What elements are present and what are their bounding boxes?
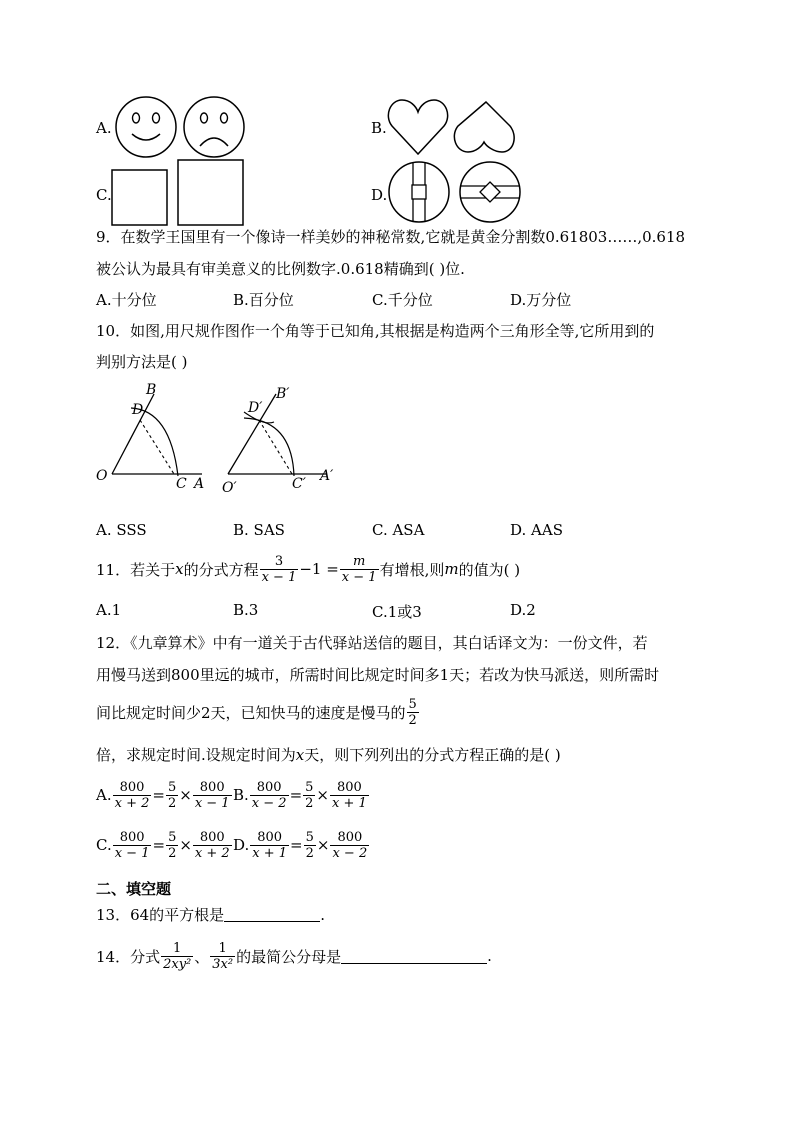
q12-stem-line4: [96, 744, 561, 765]
q8-option-d-label: D.: [371, 186, 388, 204]
q12-option-a-label: A.: [96, 786, 112, 804]
label-a: A: [194, 476, 205, 492]
label-b-prime: B′: [276, 386, 290, 402]
q8-option-d-coins: [386, 158, 526, 228]
label-a-prime: A′: [320, 468, 334, 484]
q8-option-c-label: C.: [96, 186, 112, 204]
q11-fraction-2: $\frac{m}{x - 1}$: [341, 553, 377, 585]
q14-answer-blank[interactable]: [341, 949, 487, 964]
label-b: B: [146, 382, 157, 398]
q12-option-b: [233, 775, 370, 815]
q8-option-c-squares: [110, 158, 250, 228]
sad-face-icon: [184, 97, 244, 157]
q11-option-a: A.1: [96, 601, 122, 619]
q12-d-coef-fraction: $\frac{5}{2}$: [305, 829, 314, 861]
equals-sign: =: [152, 836, 166, 854]
q10-option-b: B. SAS: [233, 521, 285, 539]
q12-var-x: x: [295, 745, 305, 764]
q12-stem-line1: 12．《九章算术》中有一道关于古代驿站送信的题目，其白话译文为：一份文件，若: [96, 634, 648, 652]
q10-angle-a-prime-o-prime-b-prime: [222, 386, 334, 496]
q12-c-left-fraction: $\frac{800}{x - 1}$: [114, 829, 150, 861]
q8-option-b-label: B.: [371, 119, 387, 137]
q12-a-left-fraction: $\frac{800}{x + 2}$: [114, 779, 150, 811]
q10-stem-line1: 10．如图,用尺规作图作一个角等于已知角,其根据是构造两个三角形全等,它所用到的: [96, 322, 655, 340]
q9-option-c: C.千分位: [372, 291, 433, 309]
q12-stem-line3: [96, 691, 420, 733]
label-d-prime: D′: [248, 400, 263, 416]
q14-text-suffix: 的最简公分母是: [236, 947, 342, 966]
rotated-heart-icon: [454, 102, 514, 152]
q10-option-a: A. SSS: [96, 521, 147, 539]
q8-option-b-hearts: [386, 96, 518, 160]
q14-fraction-2: $\frac{1}{\text{3x²}}$: [212, 940, 234, 972]
q11-text-suffix-b: 的值为( ): [458, 560, 521, 579]
q12-option-a: [96, 775, 233, 815]
q12-option-d-label: D.: [233, 836, 250, 854]
equals-sign: =: [290, 836, 303, 854]
q8-option-a-faces: [110, 94, 250, 164]
q11-var-m: m: [444, 560, 459, 578]
q11-stem: [96, 549, 520, 589]
q11-text-suffix-a: 有增根,则: [379, 560, 445, 579]
q12-a-right-fraction: $\frac{800}{x - 1}$: [194, 779, 230, 811]
q10-option-d: D. AAS: [510, 521, 563, 539]
q9-stem-line2: 被公认为最具有审美意义的比例数字.0.618精确到( )位.: [96, 260, 465, 278]
q9-stem-line1: 9．在数学王国里有一个像诗一样美妙的神秘常数,它就是黄金分割数0.61803……,0.618: [96, 228, 686, 246]
q12-option-b-label: B.: [233, 786, 249, 804]
q11-text-mid: 的分式方程: [183, 560, 259, 579]
label-c: C: [176, 476, 187, 492]
equals-sign: =: [152, 786, 165, 804]
q12-d-left-fraction: $\frac{800}{x + 1}$: [252, 829, 288, 861]
q12-line4-text-b: 天，则下列列出的分式方程正确的是( ): [304, 746, 561, 764]
q12-a-coef-fraction: $\frac{5}{2}$: [167, 779, 177, 811]
q12-ratio-fraction: $\frac{5}{2}$: [408, 696, 417, 728]
q13-text: 13．64的平方根是: [96, 906, 225, 924]
q14-text-prefix: 14．分式: [96, 947, 161, 966]
times-sign: ×: [316, 836, 330, 854]
q13-answer-blank[interactable]: [224, 907, 320, 922]
q13-stem: [96, 904, 325, 925]
coin-diamond-hole-icon: [460, 162, 520, 222]
label-d: D: [132, 402, 144, 418]
q12-b-coef-fraction: $\frac{5}{2}$: [305, 779, 314, 811]
q11-option-c: C.1或3: [372, 603, 422, 621]
label-o: O: [96, 468, 108, 484]
q9-option-a: A.十分位: [96, 291, 157, 309]
q11-var-x: x: [175, 560, 184, 578]
label-o-prime: O′: [222, 480, 237, 496]
q12-option-c: [96, 825, 233, 865]
q12-line4-text-a: 倍，求规定时间.设规定时间为: [96, 746, 296, 764]
times-sign: ×: [179, 786, 192, 804]
q11-option-b: B.3: [233, 601, 259, 619]
q10-construction-figure: [94, 382, 354, 498]
smiley-face-icon: [116, 97, 176, 157]
times-sign: ×: [179, 836, 192, 854]
q12-stem-line2: 用慢马送到800里远的城市，所需时间比规定时间多1天；若改为快马派送，则所需时: [96, 666, 660, 684]
q10-option-c: C. ASA: [372, 521, 425, 539]
q12-b-right-fraction: $\frac{800}{x + 1}$: [332, 779, 367, 811]
q14-fraction-1: $\frac{1}{\text{2xy²}}$: [163, 940, 192, 972]
q14-period: .: [487, 947, 492, 965]
q11-minus-one: −1 =: [299, 560, 339, 578]
q9-option-d: D.万分位: [510, 291, 572, 309]
label-c-prime: C′: [292, 476, 306, 492]
q11-text-prefix: 11．若关于: [96, 560, 176, 579]
q10-stem-line2: 判别方法是( ): [96, 353, 188, 371]
q14-separator: 、: [194, 947, 210, 966]
q11-fraction-1: $\frac{3}{x - 1}$: [261, 553, 297, 585]
coin-square-hole-icon: [389, 162, 449, 222]
q10-angle-aob: [96, 382, 204, 492]
small-square-icon: [112, 170, 167, 225]
q12-option-d: [233, 825, 370, 865]
q12-option-c-label: C.: [96, 836, 112, 854]
times-sign: ×: [316, 786, 329, 804]
equals-sign: =: [289, 786, 303, 804]
q12-d-right-fraction: $\frac{800}{x - 2}$: [332, 829, 368, 861]
q12-c-right-fraction: $\frac{800}{x + 2}$: [194, 829, 230, 861]
q13-period: .: [320, 905, 325, 924]
q12-line3-text: 间比规定时间少2天，已知快马的速度是慢马的: [96, 703, 406, 722]
q9-option-b: B.百分位: [233, 291, 294, 309]
heart-icon: [388, 100, 447, 154]
q8-option-a-label: A.: [96, 119, 112, 137]
q14-stem: [96, 936, 492, 976]
large-square-icon: [178, 160, 243, 225]
q12-b-left-fraction: $\frac{800}{x - 2}$: [251, 779, 287, 811]
q12-c-coef-fraction: $\frac{5}{2}$: [168, 829, 177, 861]
q11-option-d: D.2: [510, 601, 536, 619]
section-heading: 二、填空题: [96, 880, 172, 898]
